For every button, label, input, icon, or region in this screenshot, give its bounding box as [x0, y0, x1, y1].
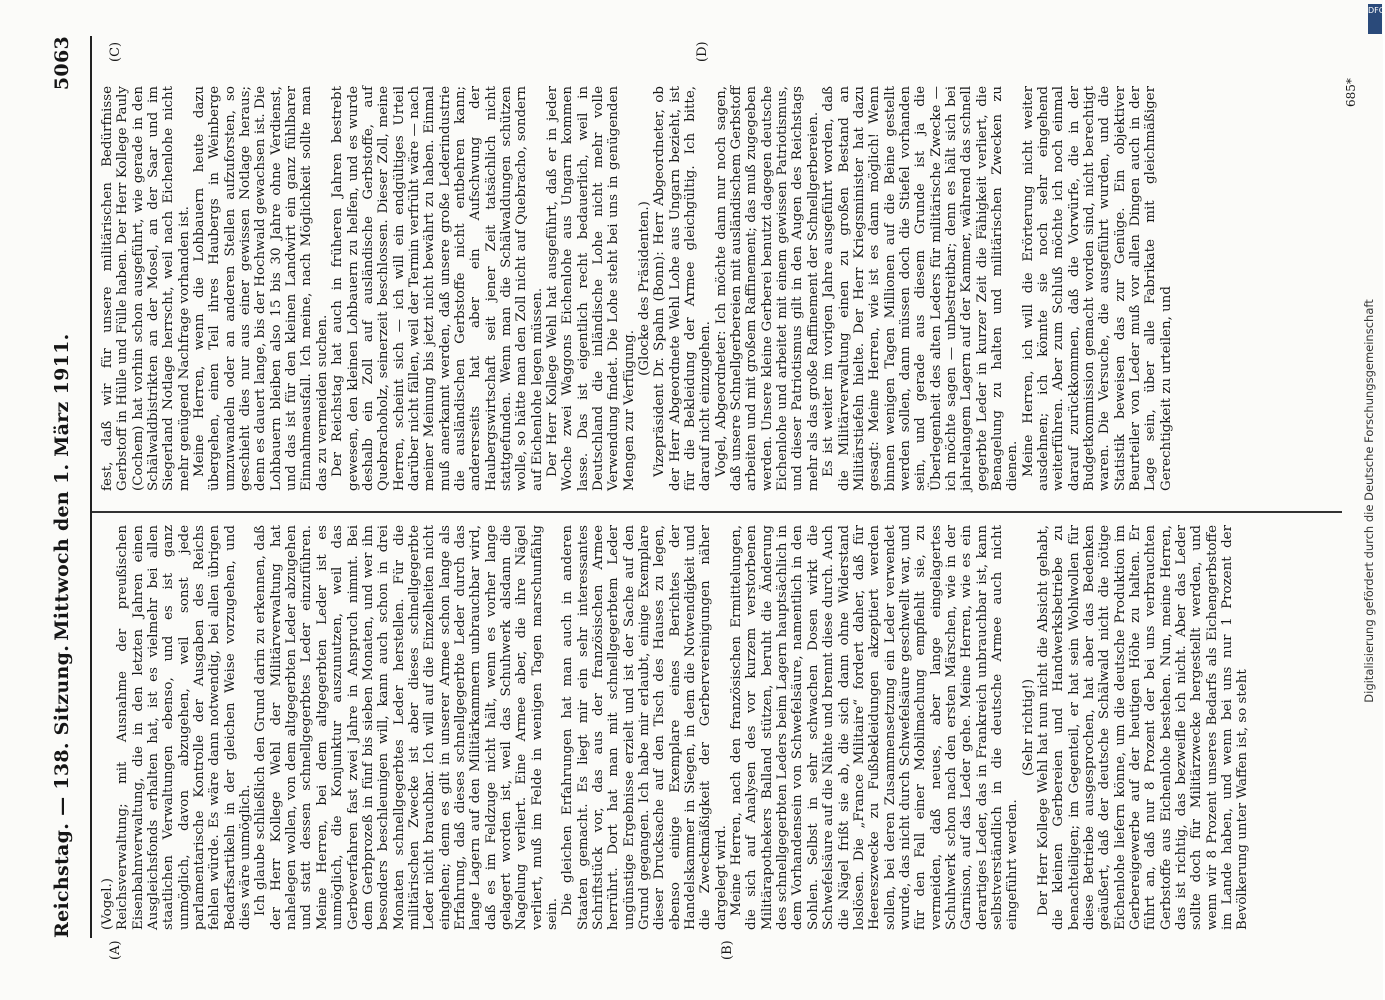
- margin-marker-c: (C): [108, 41, 123, 62]
- president-remark: Vizepräsident Dr. Spahn (Bonn): Herr Abgeordneter, ob der Herr Abgeordnete Wehl Lohe aus Ungarn bezieht, ist für die Bekleidung der Armee gleichgültig. Ich bitte, darauf nicht einzugehen.: [652, 86, 714, 491]
- dfg-logo: DFG: [1368, 4, 1382, 34]
- paragraph: Reichsverwaltung; mit Ausnahme der preußischen Eisenbahnverwaltung, die in den letzten Jahren einen Ausgleichsfonds erhalten hat, ist es vielmehr bei allen staatlichen Verwaltungen ebenso, und es ist ganz unmöglich, davon abzugehen, weil sonst jede parlamentarische Kontrolle der Ausgaben des Reichs fehlen würde. Es wäre dann notwendig, bei allen übrigen Bedarfsartikeln in der gleichen Weise vorzugehen, und dies wäre unmöglich.: [115, 525, 254, 930]
- president-bell: (Glocke des Präsidenten.): [637, 201, 653, 376]
- interjection: (Sehr richtig!): [1020, 678, 1036, 777]
- margin-marker-a: (A): [108, 940, 123, 960]
- paragraph: fest, daß wir für unsere militärischen Bedürfnisse Gerbstoff in Hülle und Fülle haben. Der Herr Kollege Pauly (Cochem) hat vorhin schon ausgeführt, wie gerade in den Schälwaldbistrikten an der Mosel, an der Saar und im Siegerland Notlage herrscht, weil nach Eichenlohe nicht mehr genügend Nachfrage vorhanden ist.: [100, 86, 192, 491]
- page-number: 5063: [51, 36, 73, 91]
- right-column: [100, 86, 1174, 491]
- paragraph: Ich glaube schließlich den Grund darin zu erkennen, daß der Herr Kollege Wehl der Militärverwaltung hat nahelegen wollen, von dem altgegerbten Leder abzugehen und statt dessen schnellgegerbtes Leder einzuführen. Meine Herren, bei dem altgegerbten Leder ist es unmöglich, die Konjunktur auszunutzen, weil das Gerbeverfahren fast zwei Jahre in Anspruch nimmt. Bei dem Gerbprozeß in fünf bis sieben Monaten, und wer ihn besonders beschleunigen will, kann auch schon in drei Monaten schnellgegerbtes Leder herstellen. Für die militärischen Zwecke ist aber dieses schnellgegerbte Leder nicht brauchbar. Ich will auf die Einzelheiten nicht eingehen; denn es gilt in unserer Armee schon lange als Erfahrung, daß dieses schnellgegerbte Leder durch das lange Lagern auf den Militärkammern unbrauchbar wird, daß es im Feldzuge nicht hält, wenn es vorher lange gelagert worden ist, weil das Schuhwerk alsdann die Nagelung verliert. Eine Armee aber, die ihre Nägel verliert, muß im Felde in wenigen Tagen marschunfähig sein.: [253, 525, 560, 930]
- paragraph: Der Reichstag hat auch in früheren Jahren bestrebt gewesen, den kleinen Lohbauern zu helfen, und es wurde deshalb ein Zoll auf ausländische Gerbstoffe, auf Quebrachoholz, seinerzeit beschlossen. Dieser Zoll, meine Herren, scheint sich — ich will ein endgültiges Urteil darüber nicht fällen, weil der Termin verfrüht wäre — nach meiner Meinung bis jetzt nicht bewährt zu haben. Einmal muß anerkannt werden, daß unsere große Lederindustrie die ausländischen Gerbstoffe nicht entbehren kann; andererseits hat aber ein Aufschwung der Haubergswirtschaft seit jener Zeit tatsächlich nicht stattgefunden. Wenn man die Schälwaldungen schützen wolle, so hätte man den Zoll nicht auf Quebracho, sondern auf Eichenlohe legen müssen.: [330, 86, 545, 491]
- margin-marker-d: (D): [695, 41, 710, 62]
- paragraph: Meine Herren, nach den französischen Ermittelungen, die sich auf Analysen des vor kurzem verstorbenen Militärapothekers Balland stützen, beruht die Änderung des schnellgegerbten Leders beim Lagern hauptsächlich in dem Vorhandensein von Schwefelsäure, namentlich in den Sohlen. Selbst in sehr schwachen Dosen wirkt die Schwefelsäure auf die Nähte und brennt diese durch. Auch die Nägel frißt sie ab, die sich dann ohne Widerstand loslösen. Die „France Militaire“ fordert daher, daß für Heereszwecke zu Fußbekleidungen akzeptiert werden sollen, bei deren Zusammensetzung ein Leder verwendet wurde, das nicht durch Schwefelsäure geschwellt war, und für den Fall einer Mobilmachung empfiehlt sie, zu vermeiden, daß neues, aber lange eingelagertes Schuhwerk schon nach den ersten Märschen, wie in der Garnison, auf das Leder gehe. Meine Herren, wie es ein derartiges Leder, das in Frankreich unbrauchbar ist, kann selbstverständlich in die deutsche Armee auch nicht eingeführt werden.: [729, 525, 1021, 930]
- paragraph: Es ist weiter im vorigen Jahre ausgeführt worden, daß die Militärverwaltung einen zu großen Bestand an Militärstiefeln hielte. Der Herr Kriegsminister hat dazu gesagt: Meine Herren, wie ist es dann möglich! Wenn binnen wenigen Tagen Millionen auf die Beine gestellt werden sollen, dann müssen doch die Stiefel vorhanden sein, und gerade aus diesem Grunde ist ja die Überlegenheit des alten Leders für militärische Zwecke — ich möchte sagen — unbestreitbar; denn es hält sich bei jahrelangem Lagern auf der Kammer, während das schnell gegerbte Leder in kurzer Zeit die Fähigkeit verliert, die Benagelung zu halten und militärischen Zwecken zu dienen.: [821, 86, 1021, 491]
- margin-marker-b: (B): [720, 940, 735, 960]
- paragraph: Vogel, Abgeordneter: Ich möchte dann nur noch sagen, daß unsere Schnellgerbereien mit ausländischem Gerbstoff arbeiten und mit großem Raffinement; das muß zugegeben werden. Unsere kleine Gerberei benutzt dagegen deutsche Eichenlohe und arbeitet mit einem gewissen Patriotismus, und dieser Patriotismus gilt in den Augen des Reichstags mehr als das große Raffinement der Schnellgerbereien.: [713, 86, 821, 491]
- paragraph: Meine Herren, ich will die Erörterung nicht weiter ausdehnen; ich könnte sie noch sehr eingehend weiterführen. Aber zum Schluß möchte ich noch einmal darauf zurückkommen, daß die Vorwürfe, die in der Budgetkommission gemacht worden sind, nicht berechtigt waren. Die Versuche, die ausgeführt wurden, und die Statistik beweisen das zur Genüge. Ein objektiver Beurteiler von Leder muß vor allen Dingen auch in der Lage sein, über alle Fabrikate mit gleichmäßiger Gerechtigkeit zu urteilen, und: [1020, 86, 1174, 491]
- sheet-signature: 685*: [1344, 78, 1358, 107]
- header-rule: [90, 36, 92, 938]
- paragraph: Die gleichen Erfahrungen hat man auch in anderen Staaten gemacht. Es liegt mir ein sehr interessantes Schriftstück vor, das aus der französischen Armee herrührt. Dort hat man mit schnellgegerbtem Leder ungünstige Ergebnisse erzielt und ist der Sache auf den Grund gegangen. Ich habe mir erlaubt, einige Exemplare dieser Drucksache auf den Tisch des Hauses zu legen, ebenso einige Exemplare eines Berichtes der Handelskammer in Siegen, in dem die Notwendigkeit und die Zweckmäßigkeit der Gerbervereinigungen näher dargelegt wird.: [560, 525, 729, 930]
- header-date: Mittwoch den 1. März 1911.: [51, 333, 73, 641]
- funding-notice: Digitalisierung gefördert durch die Deutsche Forschungsgemeinschaft: [1362, 299, 1376, 703]
- header-session: Reichstag. — 138. Sitzung.: [51, 644, 73, 938]
- column-divider: [92, 511, 1342, 513]
- page-header: [47, 36, 83, 938]
- speaker-tag: (Vogel.): [100, 878, 115, 930]
- paragraph: Der Herr Kollege Wehl hat nun nicht die Absicht gehabt, die kleinen Gerbereien und Handwerksbetriebe zu benachteiligen; im Gegenteil, er hat sein Wohlwollen für diese Betriebe ausgesprochen, hat aber das Bedenken geäußert, daß der deutsche Schälwald nicht die nötige Eichenlohe liefern könne, um die deutsche Produktion im Gerbereigewerbe auf der heutigen Höhe zu halten. Er führt an, daß nur 8 Prozent der bei uns verbrauchten Gerbstoffe aus Eichenlohe bestehen. Nun, meine Herren, das ist richtig, das bezweifle ich nicht. Aber das Leder sollte doch für Militärzwecke hergestellt werden, und wenn wir 8 Prozent unseres Bedarfs als Eichengerbstoffe im Lande haben, und wenn bei uns nur 1 Prozent der Bevölkerung unter Waffen ist, so steht: [1035, 525, 1251, 930]
- left-column: [100, 525, 1251, 930]
- paragraph: Der Herr Kollege Wehl hat ausgeführt, daß er in jeder Woche zwei Waggons Eichenlohe aus Ungarn kommen lasse. Das ist eigentlich recht bedauerlich, weil in Deutschland die inländische Lohe nicht mehr volle Verwendung findet. Die Lohe steht bei uns in genügenden Mengen zur Verfügung.: [544, 86, 637, 491]
- paragraph: Meine Herren, wenn die Lohbauern heute dazu übergehen, einen Teil ihres Haubergs in Weinberge umzuwandeln oder an anderen Stellen aufzuforsten, so geschieht dies nur aus einer gewissen Notlage heraus; denn es dauert lange, bis der Hochwald gewachsen ist. Die Lohbauern bleiben also 15 bis 30 Jahre ohne Verdienst, und das ist für den kleinen Landwirt ein ganz fühlbarer Einnahmeausfall. Ich meine, nach Möglichkeit sollte man das zu vermeiden suchen.: [192, 86, 330, 491]
